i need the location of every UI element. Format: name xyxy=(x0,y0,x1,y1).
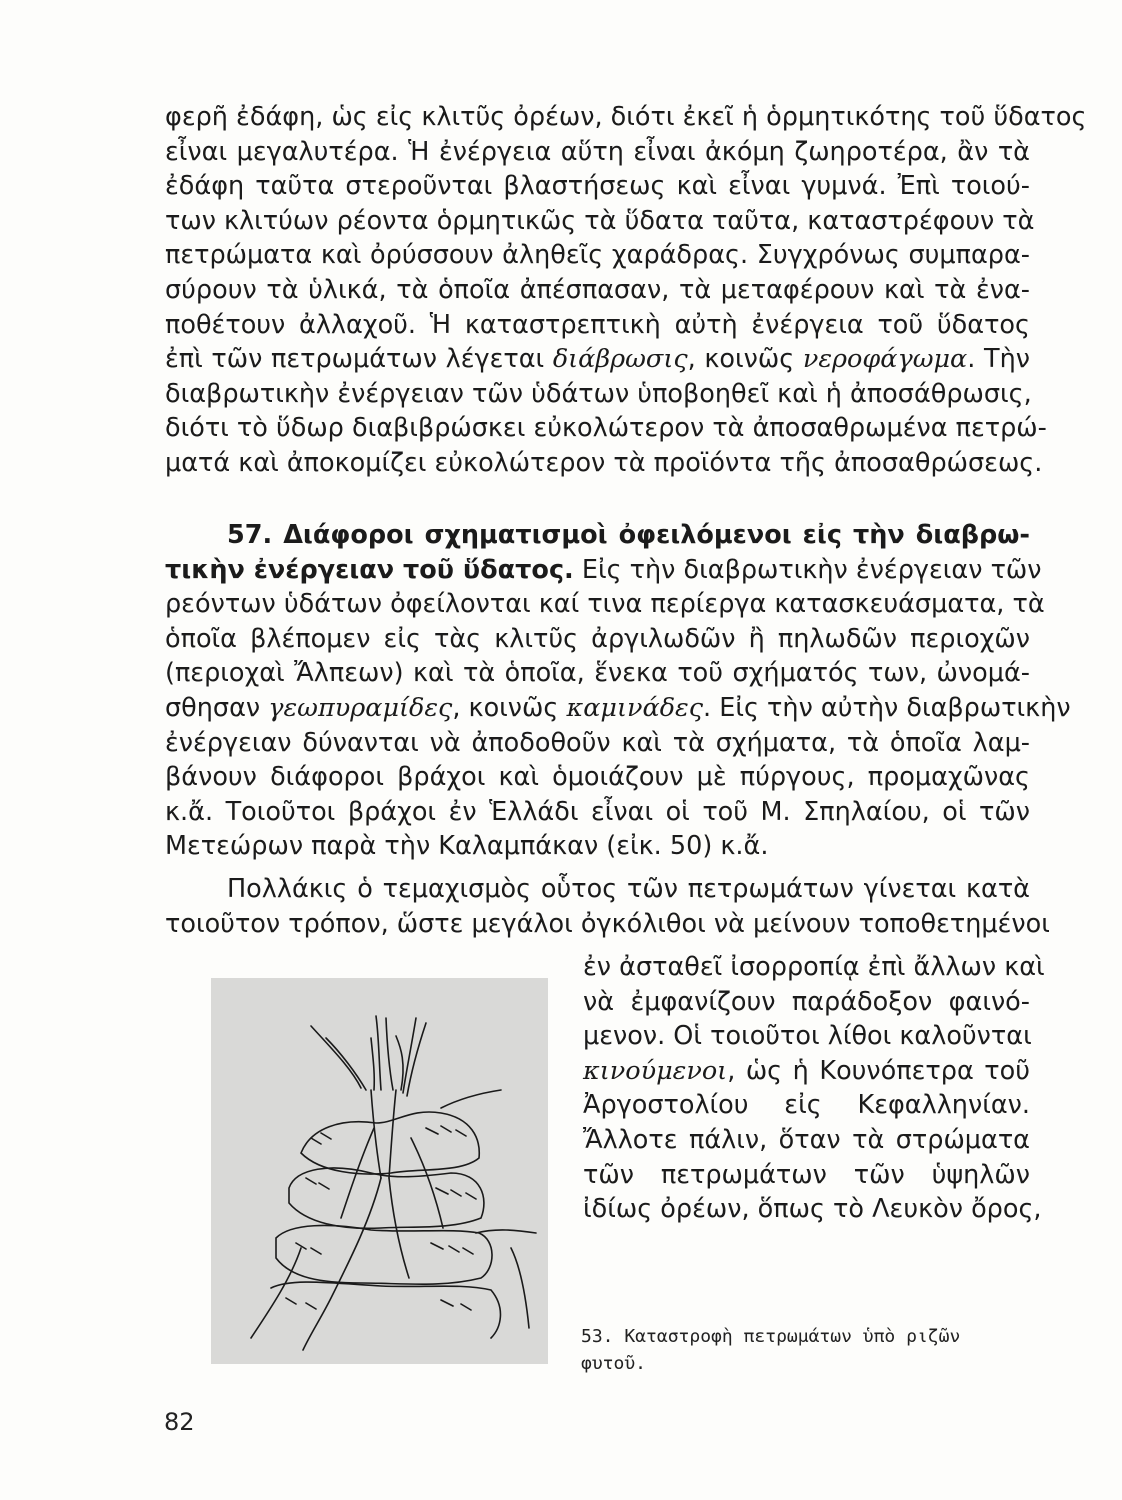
text-line: Πολλάκις ὁ τεμαχισμὸς οὗτος τῶν πετρωμάτων γίνεται κατὰ xyxy=(227,874,1030,904)
term-kaminades: καμινάδες xyxy=(566,692,704,723)
text-line: κ.ἄ. Τοιοῦτοι βράχοι ἐν Ἑλλάδι εἶναι οἱ τοῦ Μ. Σπηλαίου, οἱ τῶν xyxy=(165,796,1030,827)
text-line: ἰδίως ὀρέων, ὅπως τὸ Λευκὸν ὄρος, xyxy=(583,1194,1042,1225)
text-line: ματά καὶ ἀποκομίζει εὐκολώτερον τὰ προϊόντα τῆς ἀποσαθρώσεως. xyxy=(165,447,1043,478)
section-heading-continued: τικὴν ἐνέργειαν τοῦ ὕδατος. Εἰς τὴν διαβρωτικὴν ἐνέργειαν τῶν xyxy=(165,554,1042,585)
text-line: διαβρωτικὴν ἐνέργειαν τῶν ὑδάτων ὑποβοηθεῖ καὶ ἡ ἀποσάθρωσις, xyxy=(165,378,1032,409)
text-line: ρεόντων ὑδάτων ὀφείλονται καί τινα περίεργα κατασκευάσματα, τὰ xyxy=(165,589,1045,620)
term-geopyramides: γεωπυραμίδες xyxy=(268,692,453,723)
text-line: τοιοῦτον τρόπον, ὥστε μεγάλοι ὀγκόλιθοι νὰ μείνουν τοποθετημένοι xyxy=(165,908,1050,939)
text-line: Μετεώρων παρὰ τὴν Καλαμπάκαν (εἰκ. 50) κ.ἄ. xyxy=(165,831,769,862)
text-line: νὰ ἐμφανίζουν παράδοξον φαινό- xyxy=(583,986,1030,1017)
text-line: τῶν πετρωμάτων τῶν ὑψηλῶν xyxy=(583,1159,1030,1190)
figure-caption xyxy=(581,1323,1031,1377)
text-line-with-terms: ἐπὶ τῶν πετρωμάτων λέγεται διάβρωσις, κοινῶς νεροφάγωμα. Τὴν xyxy=(165,344,1031,375)
root-illustration xyxy=(211,978,548,1364)
section-57 xyxy=(165,518,1071,864)
text-line: ἐν ἀσταθεῖ ἰσορροπίᾳ ἐπὶ ἄλλων καὶ xyxy=(583,952,1045,982)
paragraph-balanced-rocks xyxy=(165,872,1050,941)
term-nerofagoma: νεροφάγωμα xyxy=(802,344,968,375)
text-line-with-terms: σθησαν γεωπυραμίδες, κοινῶς καμινάδες. Εἰς τὴν αὐτὴν διαβρωτικὴν xyxy=(165,692,1071,723)
paragraph-balanced-rocks-narrow xyxy=(583,950,1045,1227)
text-line: Ἄλλοτε πάλιν, ὅταν τὰ στρώματα xyxy=(583,1124,1030,1155)
text-line: φερῆ ἐδάφη, ὡς εἰς κλιτῦς ὀρέων, διότι ἐκεῖ ἡ ὁρμητικότης τοῦ ὕδατος xyxy=(165,102,1087,132)
caption-line: 53. Καταστροφὴ πετρωμάτων ὑπὸ ριζῶν xyxy=(581,1326,961,1347)
text-line-with-term: κινούμενοι, ὡς ἡ Κουνόπετρα τοῦ xyxy=(583,1055,1030,1086)
text-line: εἶναι μεγαλυτέρα. Ἡ ἐνέργεια αὕτη εἶναι ἀκόμη ζωηροτέρα, ἂν τὰ xyxy=(165,136,1030,167)
text-line: (περιοχαὶ Ἄλπεων) καὶ τὰ ὁποῖα, ἕνεκα τοῦ σχήματός των, ὠνομά- xyxy=(165,658,1030,689)
text-line: σύρουν τὰ ὑλικά, τὰ ὁποῖα ἀπέσπασαν, τὰ μεταφέρουν καὶ τὰ ἐνα- xyxy=(165,274,1030,305)
text-line: βάνουν διάφοροι βράχοι καὶ ὁμοιάζουν μὲ πύργους, προμαχῶνας xyxy=(165,762,1030,793)
paragraph-erosion xyxy=(165,100,1087,481)
text-line: Ἀργοστολίου εἰς Κεφαλληνίαν. xyxy=(583,1090,1030,1121)
figure-root-rock-destruction xyxy=(211,978,548,1364)
text-line: διότι τὸ ὕδωρ διαβιβρώσκει εὐκολώτερον τὰ ἀποσαθρωμένα πετρώ- xyxy=(165,413,1047,444)
text-line: ποθέτουν ἀλλαχοῦ. Ἡ καταστρεπτικὴ αὐτὴ ἐνέργεια τοῦ ὕδατος xyxy=(165,309,1030,340)
page-number: 82 xyxy=(164,1408,195,1436)
caption-line: φυτοῦ. xyxy=(581,1353,647,1374)
text-line: των κλιτύων ρέοντα ὁρμητικῶς τὰ ὕδατα ταῦτα, καταστρέφουν τὰ xyxy=(165,205,1035,236)
section-heading: 57. Διάφοροι σχηματισμοὶ ὀφειλόμενοι εἰς τὴν διαβρω- xyxy=(227,520,1030,550)
text-line: ἐνέργειαν δύνανται νὰ ἀποδοθοῦν καὶ τὰ σχήματα, τὰ ὁποῖα λαμ- xyxy=(165,727,1030,758)
text-line: μενον. Οἱ τοιοῦτοι λίθοι καλοῦνται xyxy=(583,1021,1032,1052)
text-line: ὁποῖα βλέπομεν εἰς τὰς κλιτῦς ἀργιλωδῶν ἢ πηλωδῶν περιοχῶν xyxy=(165,623,1030,654)
text-line: ἐδάφη ταῦτα στεροῦνται βλαστήσεως καὶ εἶναι γυμνά. Ἐπὶ τοιού- xyxy=(165,171,1030,202)
term-diavrosis: διάβρωσις xyxy=(552,344,688,375)
term-kinoumenoi: κινούμενοι xyxy=(583,1055,728,1086)
text-line: πετρώματα καὶ ὀρύσσουν ἀληθεῖς χαράδρας. Συγχρόνως συμπαρα- xyxy=(165,240,1030,271)
